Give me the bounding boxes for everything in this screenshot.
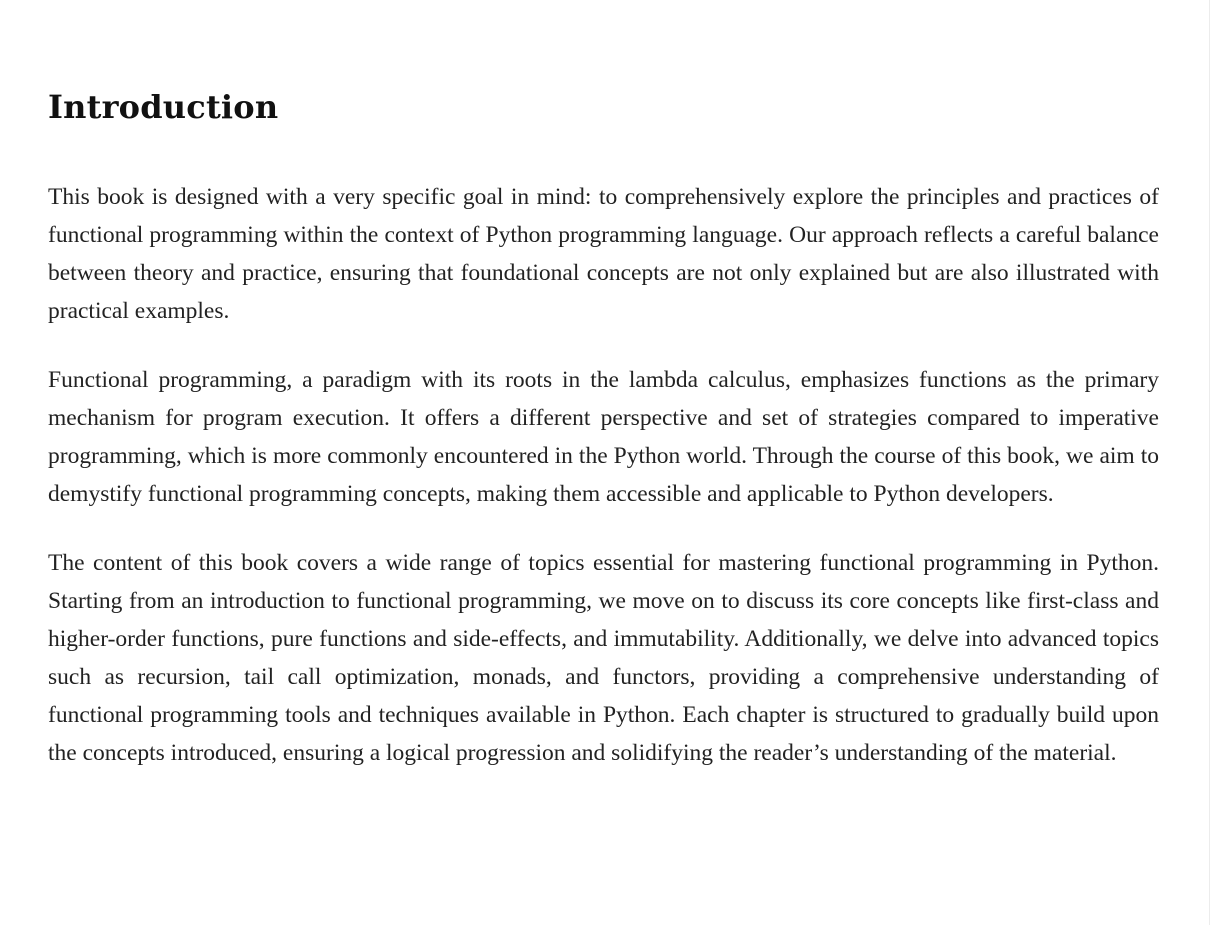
paragraph-2: Functional programming, a paradigm with its roots in the lambda calculus, emphasizes functions as the primary mechanism for program execution. It offers a different perspective and set of strategies compared to imperative programming, which is more commonly encountered in the Python world. Through the course of this book, we aim to demystify functional programming concepts, making them accessible and applicable to Python developers. bbox=[48, 367, 1159, 507]
body-text bbox=[48, 178, 1159, 772]
paragraph-3: The content of this book covers a wide range of topics essential for mastering functional programming in Python. Starting from an introduction to functional programming, we move on to discuss its core concepts like first-class and higher-order functions, pure functions and side-effects, and immutability. Additionally, we delve into advanced topics such as recursion, tail call optimization, monads, and functors, providing a comprehensive understanding of functional programming tools and techniques available in Python. Each chapter is structured to gradually build upon the concepts introduced, ensuring a logical progression and solidifying the reader’s understanding of the material. bbox=[48, 550, 1159, 766]
page-title: Introduction bbox=[48, 88, 279, 126]
document-content bbox=[48, 84, 1159, 803]
paragraph-1: This book is designed with a very specific goal in mind: to comprehensively explore the principles and practices of functional programming within the context of Python programming language. Our approach reflects a careful balance between theory and practice, ensuring that foundational concepts are not only explained but are also illustrated with practical examples. bbox=[48, 184, 1159, 324]
